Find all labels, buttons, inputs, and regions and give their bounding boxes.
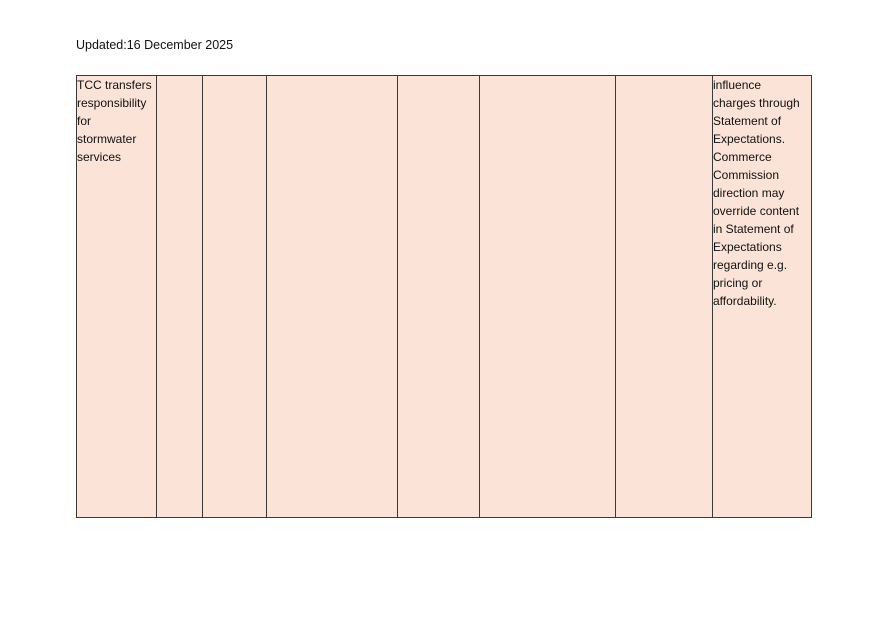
table-cell-8 [713, 76, 812, 518]
table-cell-3 [203, 76, 267, 518]
table-cell-5 [398, 76, 480, 518]
table-cell-6 [480, 76, 616, 518]
updated-date: Updated:16 December 2025 [76, 38, 234, 52]
cell-text: TCC transfers responsibility for stormwater services [77, 78, 152, 164]
cell-text: influence charges through Statement of Expectations. Commerce Commission direction may override content in Statement of Expectations regarding e.g. pricing or affordability. [713, 78, 800, 308]
table-cell-2 [157, 76, 203, 518]
table-cell-4 [267, 76, 398, 518]
document-table [76, 75, 812, 518]
table-row [77, 76, 812, 518]
table-cell-1 [77, 76, 157, 518]
table-cell-7 [616, 76, 713, 518]
